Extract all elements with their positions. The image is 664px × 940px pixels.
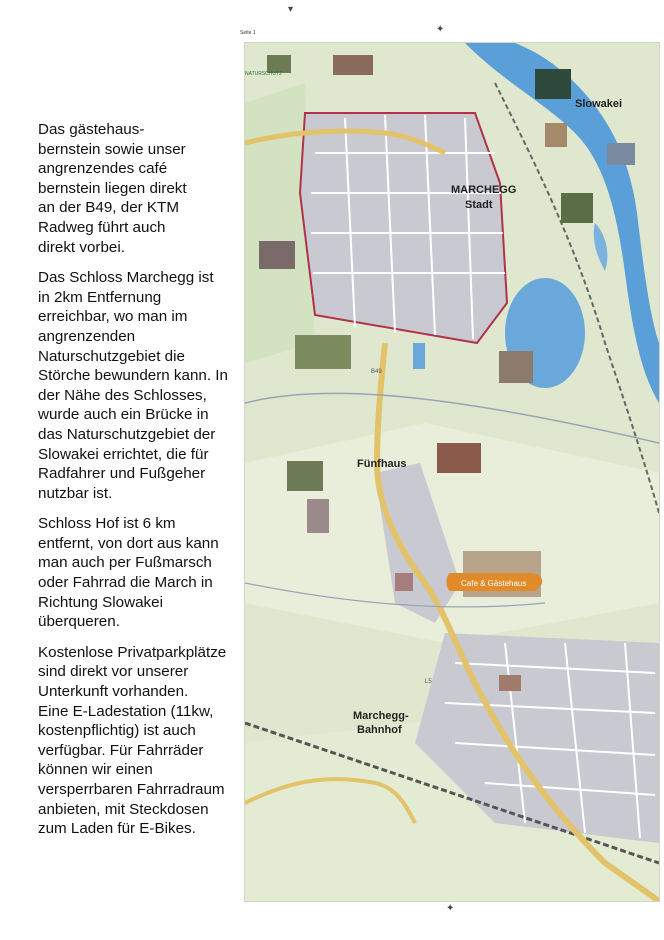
crop-mark-top: ▾: [288, 4, 294, 15]
label-slowakei: Slowakei: [575, 98, 623, 110]
paragraph-parking: Kostenlose Privatparkplätze sind direkt vor unserer Unterkunft vorhanden. Eine E-Ladestation (11kw, kostenpflichtig) ist auch verfügbar. Für Fahrräder können wir einen versperrbaren Fahrradraum anbieten, mit Steckdosen zum Laden für E-Bikes.: [38, 643, 227, 838]
photo-storks: [295, 335, 351, 369]
photo-fuenfhaus: [437, 443, 481, 473]
pond: [413, 343, 425, 369]
area-map: [244, 42, 660, 902]
photo-tower: [545, 123, 567, 147]
paragraph-location: Das gästehaus- bernstein sowie unser angrenzendes café bernstein liegen direkt an der B49, der KTM Radweg führt auch direkt vorbei.: [38, 121, 187, 256]
photo-chapel: [499, 351, 533, 383]
photo-church: [287, 461, 323, 491]
crop-mark-top-right: ✦: [436, 24, 445, 35]
paragraph-schloss-marchegg: Das Schloss Marchegg ist in 2km Entfernung erreichbar, wo man im angrenzenden Naturschutzgebiet die Störche bewundern kann. In der Nähe des Schlosses, wurde auch ein Brücke in das Naturschutzgebiet der Slowakei errichtet, die für Radfahrer und Fußgeher nutzbar ist.: [38, 269, 228, 502]
cafe-marker-label: Cafe & Gästehaus: [461, 579, 527, 588]
photo-station: [499, 675, 521, 691]
photo-person: [307, 499, 329, 533]
label-naturschutz: NATURSCHUTZ: [245, 71, 283, 77]
label-fuenfhaus: Fünfhaus: [357, 458, 407, 470]
crop-mark-bottom: ✦: [446, 903, 455, 914]
photo-forest: [561, 193, 593, 223]
label-road-b49: B49: [371, 369, 382, 375]
description-text: [38, 120, 238, 850]
label-bahnhof: Bahnhof: [357, 724, 402, 736]
photo-bridge: [535, 69, 571, 99]
photo-street: [259, 241, 295, 269]
paragraph-schloss-hof: Schloss Hof ist 6 km entfernt, von dort aus kann man auch per Fußmarsch oder Fahrrad die March in Richtung Slowakei überqueren.: [38, 515, 219, 631]
label-road-l5: L5: [425, 679, 432, 685]
label-marchegg-bahnhof: Marchegg-: [353, 710, 409, 722]
label-stadt: Stadt: [465, 199, 493, 211]
town-marchegg-stadt: [300, 113, 507, 343]
map-page-number: Seite 1: [240, 30, 256, 36]
label-marchegg: MARCHEGG: [451, 184, 517, 196]
photo-house: [395, 573, 413, 591]
photo-schloss: [333, 55, 373, 75]
photo-river-bridge: [607, 143, 635, 165]
